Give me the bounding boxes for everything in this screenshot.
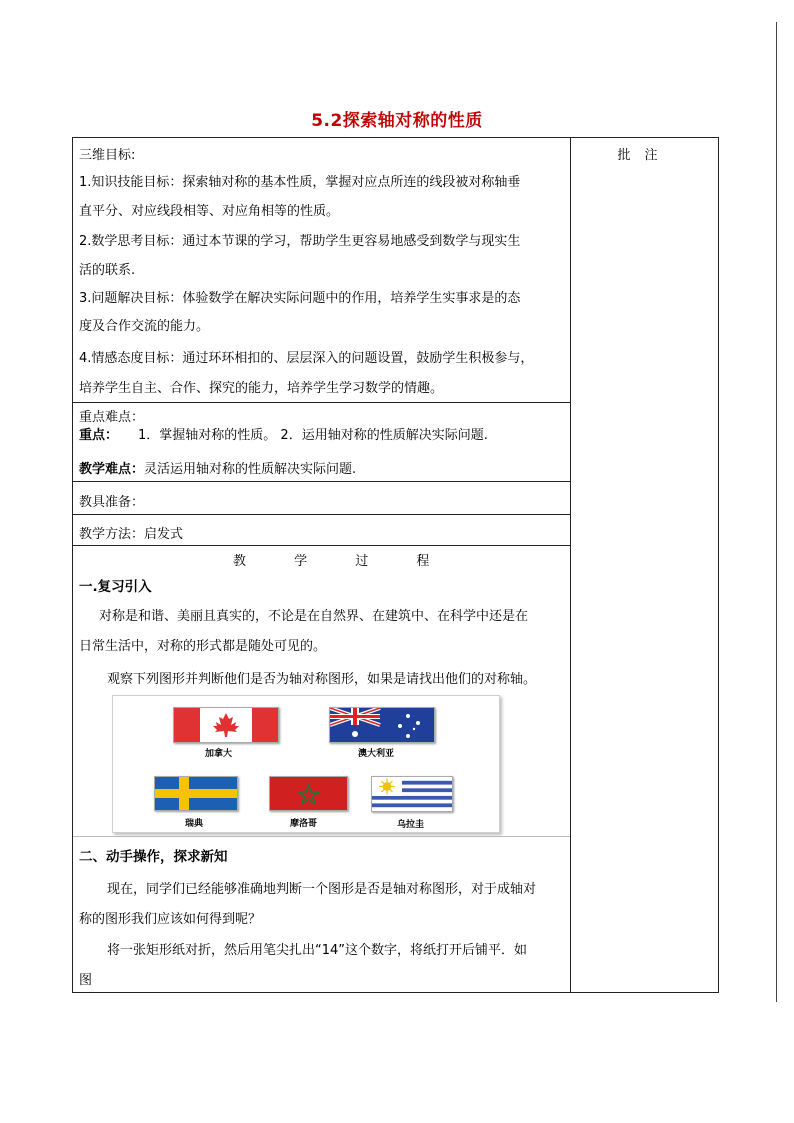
section2-line: 将一张矩形纸对折，然后用笔尖扎出“14”这个数字，将纸打开后铺平．如 [107,943,528,958]
materials-text: 教具准备： [79,495,145,510]
objective-line: 度及合作交流的能力。 [79,319,210,334]
australia-flag-icon [329,707,435,743]
sweden-flag-icon [154,776,238,811]
objectives-heading: 三维目标: [79,148,136,163]
method-text: 教学方法：启发式 [79,527,184,542]
objective-line: 1.知识技能目标：探索轴对称的基本性质，掌握对应点所连的线段被对称轴垂 [79,175,521,190]
page-margin-rule [776,22,777,1002]
row-divider [73,514,570,515]
difficulty-label: 教学难点： [79,462,145,477]
objective-line: 直平分、对应线段相等、对应角相等的性质。 [79,204,340,219]
process-heading: 教 学 过 程 [233,554,452,569]
objective-line: 3.问题解决目标：体验数学在解决实际问题中的作用，培养学生实事求是的态 [79,291,521,306]
section2-line: 图 [79,973,93,988]
objective-line: 培养学生自主、合作、探究的能力，培养学生学习数学的情趣。 [79,381,444,396]
row-divider [73,545,570,546]
row-divider [73,481,570,482]
row-divider [73,402,570,403]
objective-line: 2.数学思考目标：通过本节课的学习，帮助学生更容易地感受到数学与现实生 [79,234,521,249]
annotation-heading: 批注 [617,148,672,163]
section2-line: 现在，同学们已经能够准确地判断一个图形是否是轴对称图形，对于成轴对 [107,882,537,897]
morocco-flag-icon [269,776,348,811]
flag-label-uruguay: 乌拉圭 [397,820,425,830]
section1-line: 日常生活中，对称的形式都是随处可见的。 [79,639,327,654]
focus-row [79,424,488,443]
difficulty-text: 灵活运用轴对称的性质解决实际问题. [144,462,357,477]
section2-line: 称的图形我们应该如何得到呢？ [79,912,262,927]
flag-label-sweden: 瑞典 [185,819,204,829]
page-title: 5.2探索轴对称的性质 [311,111,483,131]
section1-title: 一.复习引入 [79,579,152,595]
lesson-table [72,137,719,993]
uruguay-flag-icon [371,776,453,812]
canada-flag-icon [173,707,279,743]
focus-label: 重点： [79,428,119,443]
figure-divider [73,836,570,837]
key-points-heading: 重点难点： [79,410,145,425]
flag-label-canada: 加拿大 [205,749,233,759]
objective-line: 4.情感态度目标：通过环环相扣的、层层深入的问题设置，鼓励学生积极参与， [79,351,534,366]
column-divider [570,138,571,992]
section2-title: 二、动手操作，探求新知 [79,849,228,865]
focus-text: 1．掌握轴对称的性质。 2．运用轴对称的性质解决实际问题. [138,428,488,443]
objective-line: 活的联系. [79,263,136,278]
section1-line: 对称是和谐、美丽且真实的，不论是在自然界、在建筑中、在科学中还是在 [99,609,529,624]
difficulty-row [79,458,356,477]
flag-label-morocco: 摩洛哥 [290,819,318,829]
section1-line: 观察下列图形并判断他们是否为轴对称图形，如果是请找出他们的对称轴。 [107,672,537,687]
flag-label-australia: 澳大利亚 [358,749,395,759]
flags-figure [112,695,500,833]
